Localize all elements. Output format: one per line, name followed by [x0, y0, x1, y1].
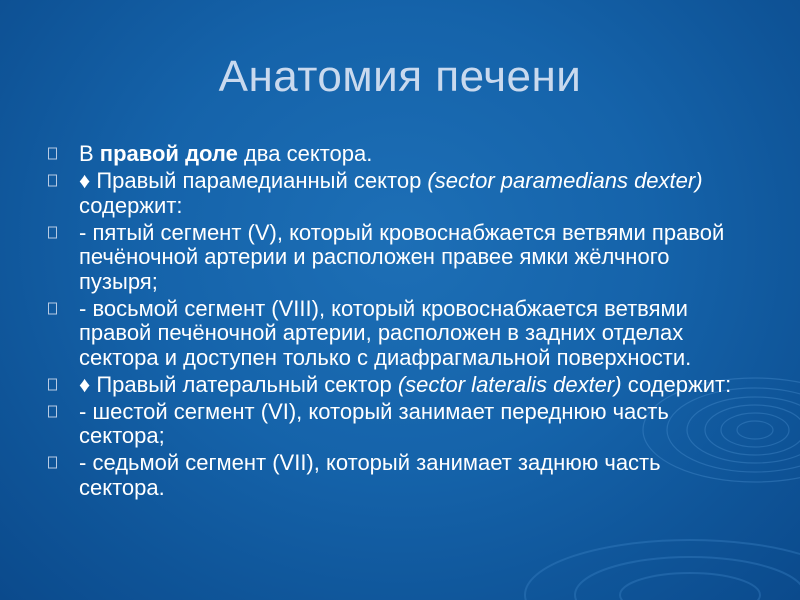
bullet-item	[46, 221, 746, 295]
bullet-text	[79, 141, 372, 166]
slide-title: Анатомия печени	[218, 52, 582, 101]
bullet-item	[46, 400, 746, 449]
box-marker-icon	[46, 402, 60, 420]
bullet-item	[46, 373, 746, 398]
box-marker-icon	[46, 375, 60, 393]
bullet-text	[79, 168, 703, 218]
bullet-text-segment: ♦ Правый латеральный сектор	[79, 371, 398, 397]
bullet-text	[79, 372, 731, 397]
bullet-text-bold: правой доле	[99, 141, 238, 166]
bullet-text-segment: - шестой сегмент (VI), который занимает переднюю часть сектора;	[79, 398, 669, 448]
bullet-text-segment: - седьмой сегмент (VII), который занимает заднюю часть сектора.	[79, 450, 661, 500]
box-marker-icon	[46, 144, 60, 162]
bullet-text-segment: - восьмой сегмент (VIII), который кровоснабжается ветвями правой печёночной артерии, расположен в задних отделах сектора и доступен только с диафрагмальной поверхности.	[79, 295, 692, 370]
box-marker-icon	[46, 171, 60, 189]
bullet-text-segment: два сектора.	[237, 141, 373, 166]
bullet-text	[79, 220, 724, 294]
box-marker-icon	[46, 453, 60, 471]
bullet-item	[46, 142, 746, 167]
bullet-text-segment: содержит:	[621, 371, 732, 397]
bullet-item	[46, 297, 746, 371]
box-marker-icon	[46, 299, 60, 317]
bullet-text-italic: (sector paramedians dexter)	[427, 168, 703, 193]
bullet-text	[79, 296, 691, 370]
bullet-text-italic: (sector lateralis dexter)	[397, 371, 622, 397]
bullet-list	[46, 142, 746, 503]
bullet-text-segment: содержит:	[79, 192, 183, 218]
bullet-item	[46, 169, 746, 218]
box-marker-icon	[46, 223, 60, 241]
bullet-text-segment: В	[79, 141, 100, 166]
bullet-text	[79, 399, 669, 449]
bullet-text	[79, 450, 661, 500]
bullet-item	[46, 451, 746, 500]
bullet-text-segment: - пятый сегмент (V), который кровоснабжается ветвями правой печёночной артерии и расположен правее ямки жёлчного пузыря;	[79, 219, 725, 294]
bullet-text-segment: ♦ Правый парамедианный сектор	[79, 168, 428, 193]
